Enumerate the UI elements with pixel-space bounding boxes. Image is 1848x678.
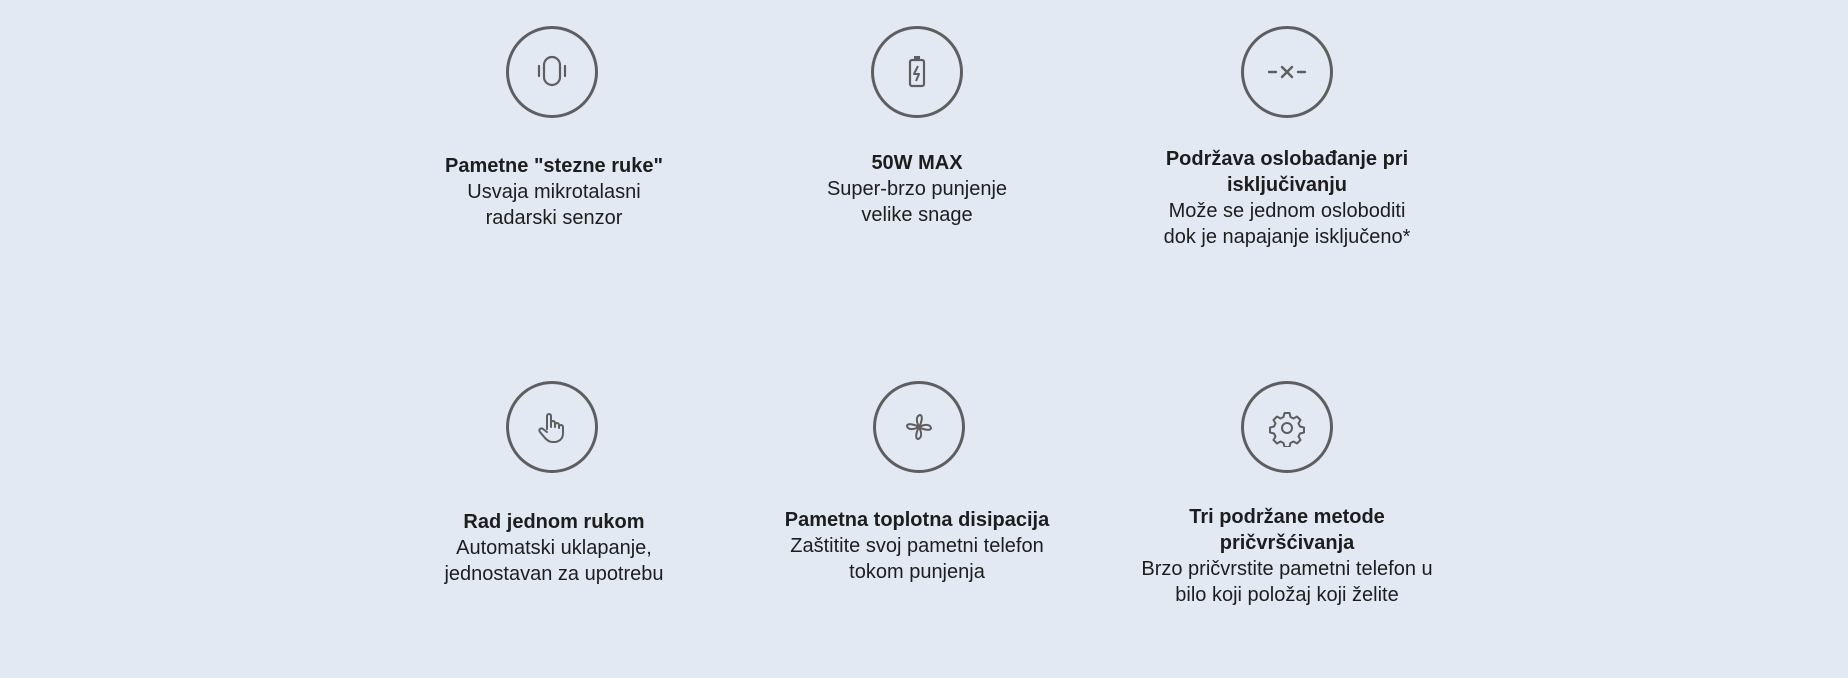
feature-title: Pametne "stezne ruke" xyxy=(445,155,663,177)
radar-sensor-icon xyxy=(506,26,598,118)
release-icon xyxy=(1241,26,1333,118)
feature-desc-line: Usvaja mikrotalasni xyxy=(467,181,641,203)
feature-desc-line: Automatski uklapanje, xyxy=(456,537,652,559)
feature-title-line: pričvršćivanja xyxy=(1219,532,1355,554)
feature-desc-line: Brzo pričvrstite pametni telefon u xyxy=(1141,558,1433,580)
feature-title-line: Podržava oslobađanje pri xyxy=(1165,148,1409,170)
feature-desc-line: Zaštitite svoj pametni telefon xyxy=(790,535,1044,557)
battery-charging-icon xyxy=(871,26,963,118)
fan-icon xyxy=(873,381,965,473)
feature-title-line: Tri podržane metode xyxy=(1189,506,1385,528)
feature-title-line: isključivanju xyxy=(1226,174,1348,196)
hand-touch-icon xyxy=(506,381,598,473)
feature-desc-line: dok je napajanje isključeno* xyxy=(1163,226,1411,248)
feature-desc-line: radarski senzor xyxy=(485,207,623,229)
feature-desc-line: velike snage xyxy=(861,204,973,226)
feature-title: Rad jednom rukom xyxy=(463,511,645,533)
gear-icon xyxy=(1241,381,1333,473)
feature-desc-line: jednostavan za upotrebu xyxy=(444,563,664,585)
feature-desc-line: tokom punjenja xyxy=(849,561,985,583)
feature-desc-line: Može se jednom osloboditi xyxy=(1168,200,1406,222)
feature-title: Pametna toplotna disipacija xyxy=(784,509,1050,531)
feature-desc-line: bilo koji položaj koji želite xyxy=(1175,584,1399,606)
feature-desc-line: Super-brzo punjenje xyxy=(826,178,1008,200)
feature-title: 50W MAX xyxy=(871,152,963,174)
